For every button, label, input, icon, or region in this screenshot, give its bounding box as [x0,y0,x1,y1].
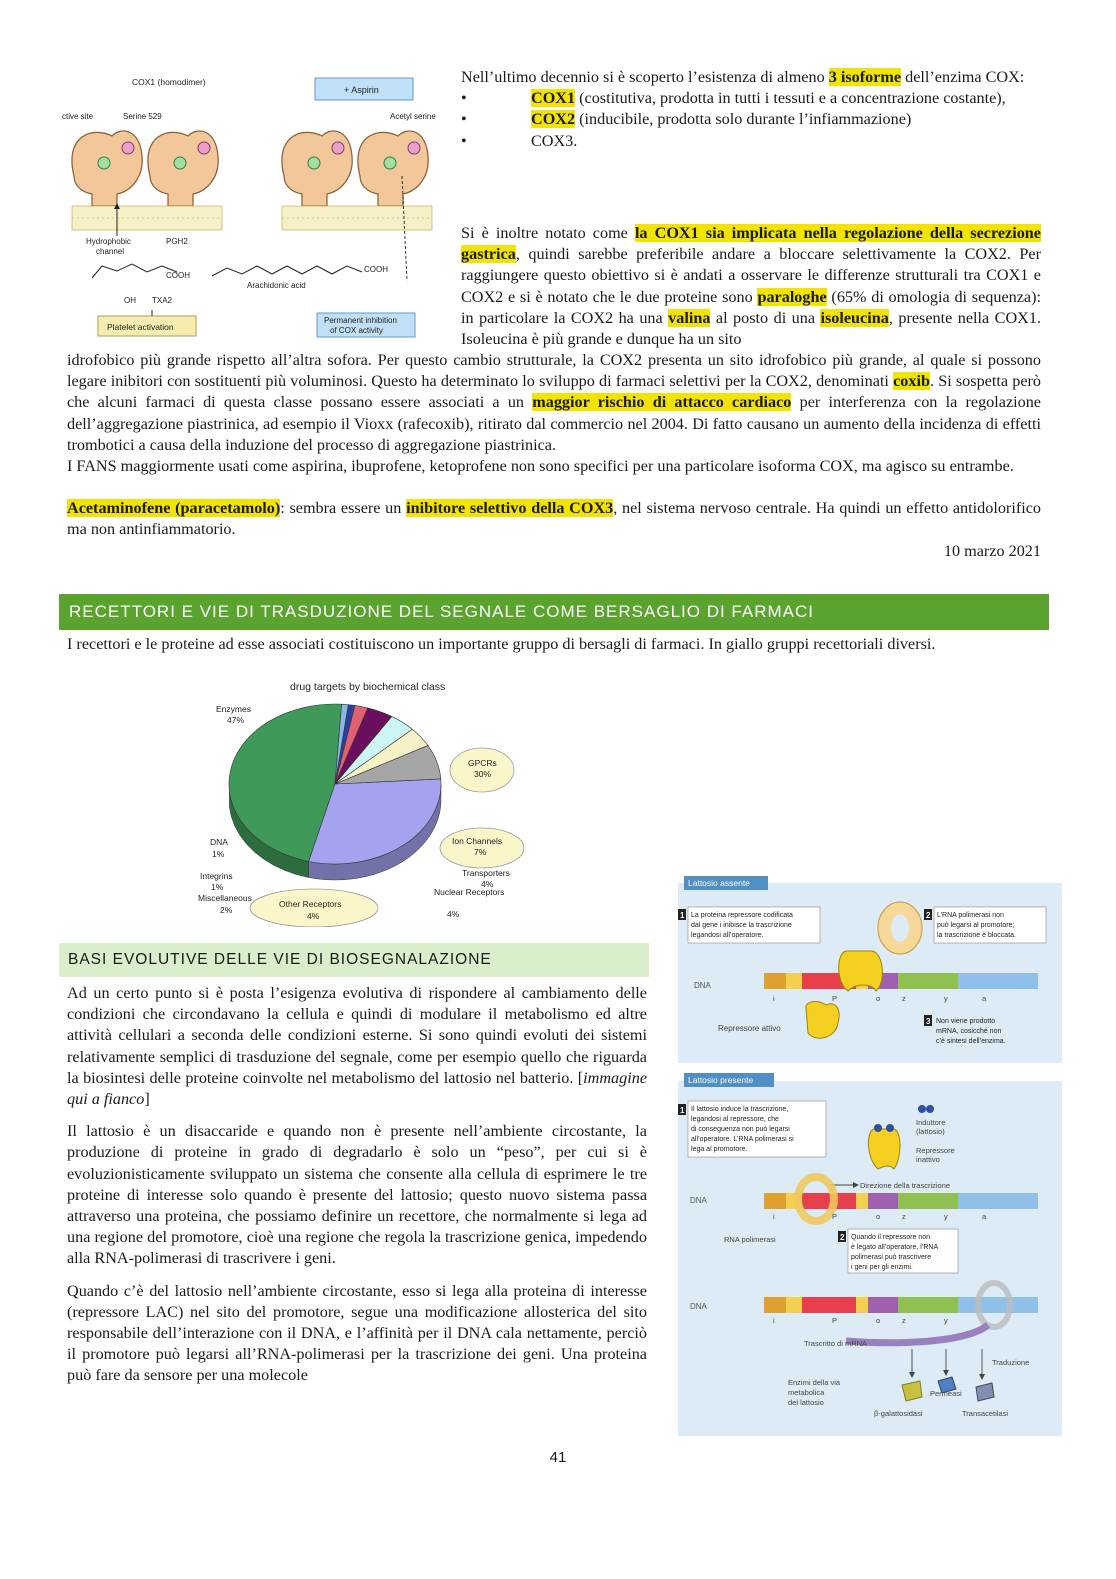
step-number: 2 [926,911,931,920]
serine-label: Serine 529 [123,112,162,121]
isoform-item-cox1: • COX1 (costitutiva, prodotta in tutti i tessuti e a concentrazione costante), [461,89,1006,108]
slice-label-other-receptors: Other Receptors [279,899,342,909]
dna-strand-present [764,1193,1038,1209]
inducer-bound [874,1124,882,1132]
box-line: di conseguenza non può legarsi [691,1126,790,1133]
gene-label: o [876,1212,881,1221]
text-run: idrofobico più grande rispetto all’altra sofora. Per questo cambio strutturale, la COX2 presenta un sito idrofobico più grande, al quale si possono legare inibitori con sostituenti più voluminosi. Questo ha determinato lo sviluppo di farmaci selettivi per la COX2, denominati [67,351,1041,391]
fans-para: I FANS maggiormente usati come aspirina, ibuprofene, ketoprofene non sono specifici per una particolare isoforma COX, ma agisco su entrambe. [67,457,1014,476]
box-line: Non viene prodotto [936,1018,996,1025]
active-repressor-label: Repressore attivo [718,1024,781,1033]
dna-label: DNA [690,1302,707,1311]
section1-intro [67,634,1047,655]
gene-label: z [902,1212,906,1221]
inactive-repressor-label: inattivo [916,1155,940,1164]
gene-label: y [944,1212,948,1221]
gene-label: i [773,1316,775,1325]
pgh2-label: PGH2 [166,237,188,246]
rna-polymerase-hole [891,914,909,942]
step-number: 1 [680,911,685,920]
box-line: mRNA, cosicché non [936,1028,1002,1035]
txa2-label: TXA2 [152,296,173,305]
active-site-label: ctive site [62,112,94,121]
text-run: , presente nella COX1. Isoleucina è più grande e dunque ha un sito [461,308,1041,349]
text-run: , nel sistema nervoso centrale. Ha quindi un effetto antidolorifico ma non antinfiammatorio. [67,499,1041,539]
cardiac-risk-highlight: maggior rischio di attacco cardiaco [532,393,792,412]
slice-label-transporters: Transporters [462,868,510,878]
gene-label: y [944,994,948,1003]
box-line: la trascrizione è bloccata. [937,932,1016,939]
box-line: legandosi all’operatore. [691,932,764,939]
box-line: può legarsi al promotore; [937,922,1015,929]
box-line: legandosi al repressore, che [691,1116,779,1123]
aspirin-label: + Aspirin [344,85,379,95]
section-intro-text: I recettori e le proteine ad esse associati costituiscono un importante gruppo di bersagli di farmaci. In giallo gruppi recettoriali diversi. [67,635,936,653]
inactive-repressor-label: Repressore [916,1146,955,1155]
gene-label: y [944,1316,948,1325]
isoform-desc: (costitutiva, prodotta in tutti i tessuti e a concentrazione costante), [575,89,1006,108]
oh-label: OH [124,296,136,305]
lac-operon-figure [676,873,1066,1436]
rna-pol-label: RNA polimerasi [724,1235,776,1244]
pie-top [229,704,441,864]
slice-pct-miscellaneous: 2% [220,905,233,915]
isoform-desc: (inducibile, prodotta solo durante l’infiammazione) [575,110,912,129]
section-title: BASI EVOLUTIVE DELLE VIE DI BIOSEGNALAZIONE [68,951,492,968]
slice-pct-transporters: 4% [481,879,494,889]
isoforms-intro-end: dell’enzima COX: [901,68,1025,86]
pie-chart-svg [190,672,550,927]
gene-label: i [773,994,775,1003]
evo-para [67,983,647,1110]
box-line: i geni per gli enzimi. [851,1264,913,1271]
box-line: c’è sintesi dell’enzima. [936,1038,1006,1045]
box-line: polimerasi può trascrivere [851,1254,932,1261]
repressor-bound [839,951,883,991]
cox-diagram [62,66,452,346]
gene-label: a [982,1212,987,1221]
gene-label: z [902,994,906,1003]
slice-label-miscellaneous: Miscellaneous [198,893,252,903]
gene-label: P [832,1212,838,1221]
inducer-shape [918,1105,926,1113]
mrna-label: Trascritto di mRNA [804,1339,868,1348]
section-title: RECETTORI E VIE DI TRASDUZIONE DEL SEGNALE COME BERSAGLIO DI FARMACI [69,602,814,621]
dna-strand-transcription [764,1297,1038,1313]
enzymes-label: metabolica [788,1388,825,1397]
page-number: 41 [549,1449,567,1466]
text-run: al posto di una [710,308,821,327]
step-number: 2 [840,1233,845,1242]
translation-label: Traduzione [992,1358,1030,1367]
isoleucina-highlight: isoleucina [820,308,889,327]
pgh2-structure [92,264,177,278]
direction-label: Direzione della trascrizione [860,1181,951,1190]
inducer-label: Induttore [916,1118,946,1127]
cox2-para-full [67,350,1041,562]
evolution-text [67,983,647,1387]
repressor-free [806,1002,839,1039]
cox-dimer-left [72,131,218,206]
date-label: 10 marzo 2021 [943,541,1041,560]
platelet-label: Platelet activation [107,322,174,332]
text-run: . Si sospetta però che alcuni farmaci di questa classe possano essere associati a un [67,372,1041,412]
homodimer-label: COX1 (homodimer) [132,77,206,87]
gene-label: i [773,1212,775,1221]
enzymes-label: del lattosio [788,1398,824,1407]
cox-dimer-right [282,131,428,206]
inducer-bound [886,1124,894,1132]
gene-label: o [876,1316,881,1325]
gene-label: P [832,994,838,1003]
box-line: L’RNA polimerasi non [937,912,1004,919]
box-line: all’operatore. L’RNA polimerasi si [691,1136,794,1143]
galactosidase-shape [902,1381,922,1401]
present-label: Lattosio presente [688,1075,754,1085]
enzymes-label: Enzimi della via [788,1378,841,1387]
slice-label-nuclear-receptors: Nuclear Receptors [434,887,505,897]
cooh2-label: COOH [364,265,388,274]
membrane-bilayer [72,206,432,230]
box-line: è legato all’operatore, l’RNA [851,1244,939,1251]
absent-label: Lattosio assente [688,878,750,888]
permanent-label-2: of COX activity [330,326,383,335]
permanent-label-1: Permanent inhibition [324,316,397,325]
coxib-highlight: coxib [893,372,930,391]
hydrophobic-label: Hydrophobic [86,237,131,246]
inducer-shape [926,1105,934,1113]
isoform-item-cox2: • COX2 (inducibile, prodotta solo durante l’infiammazione) [461,110,912,129]
section-header-evolution [59,943,649,977]
chart-title: drug targets by biochemical class [290,681,446,693]
text-run: : sembra essere un [280,499,407,518]
text-run: ] [144,1090,150,1109]
lactose-para: Il lattosio è un disaccaride e quando non è presente nell’ambiente circostante, la produzione di proteine in grado di degradarlo è solo un “peso”, per cui si è evoluzionisticamente sviluppato un sistema che consente alla cellula di esprimere le tre proteine di interesse solo quando è presente del lattosio; questo nuovo sistema passa attraverso una proteina, che possiamo definire un recettore, che normalmente si lega ad una regione del promotore, cioè una regione che regola la trascrizione genica, impedendo alla RNA-polimerasi di trascrivere i geni. [67,1122,647,1268]
slice-label-ion-channels: Ion Channels [452,836,503,846]
paraloghe-highlight: paraloghe [757,287,827,306]
dna-label: DNA [690,1196,707,1205]
repressor-inactive [868,1129,900,1169]
arachidonic-structure [212,266,362,276]
text-run: (65% di omologia di sequenza): in particolare la COX2 ha una [461,287,1041,327]
isoform-name: COX3. [531,131,578,150]
step-number: 3 [926,1017,931,1026]
gene-label: P [832,1316,838,1325]
slice-pct-ion-channels: 7% [474,847,487,857]
isoforms-block [461,67,1041,152]
cox2-para-top [461,223,1041,350]
dna-label: DNA [694,981,711,990]
isoforms-count: 3 isoforme [828,68,902,86]
galactosidase-label: β-galattosidasi [874,1409,923,1418]
gene-label: z [902,1316,906,1325]
section-header-receptors [59,594,1049,630]
text-run: per interferenza con la regolazione dell’aggregazione piastrinica, ad esempio il Vioxx (rafecoxib), ritirato dal commercio nel 2004. Di fatto causano un aumento della incidenza di effetti trombotici a causa della induzione del processo di aggregazione piastrinica. [67,393,1041,454]
isoform-name: COX2 [531,110,576,129]
box-line: lega al promotore. [691,1146,748,1153]
text-run: Ad un certo punto si è posta l’esigenza evolutiva di rispondere al cambiamento delle condizioni che circondavano la cellula e quindi di modulare il metabolismo ed altre attività cellulari a seconda delle condizioni esterne. Si sono quindi evoluti dei sistemi relativamente semplici di trasduzione del segnale, come per esempio quello che riguarda la biosintesi delle proteine coinvolte nel metabolismo del lattosio nel batterio. [ [67,984,647,1087]
pie-chart [190,672,550,927]
slice-label-integrins: Integrins [200,871,233,881]
isoform-name: COX1 [531,89,576,108]
box-line: La proteina repressore codificata [691,912,793,919]
slice-label-enzymes: Enzymes [216,704,251,714]
dna-strand-absent [764,973,1038,989]
slice-label-gpcrs: GPCRs [468,758,497,768]
isoforms-intro [461,67,1041,88]
slice-pct-other-receptors: 4% [307,911,320,921]
text-run: , quindi sarebbe preferibile andare a bloccare selettivamente la COX2. Per raggiungere questo obiettivo si è andati a osservare le differenze strutturali tra COX1 e COX2 e si è notato che le due proteine sono [461,245,1041,306]
box-line: Il lattosio induce la trascrizione, [691,1106,789,1113]
slice-label-dna: DNA [210,837,228,847]
isoforms-intro-text: Nell’ultimo decennio si è scoperto l’esistenza di almeno [461,68,829,86]
channel-label: channel [96,247,125,256]
acetyl-serine-label: Acetyl serine [390,112,436,121]
box-line: Quando il repressore non [851,1234,930,1241]
cox3-inhibitor-highlight: inibitore selettivo della COX3 [406,499,614,518]
step-number: 1 [680,1106,685,1115]
valina-highlight: valina [668,308,711,327]
arachidonic-label: Arachidonic acid [247,281,306,290]
inducer-label: (lattosio) [916,1127,945,1136]
cox-figure [62,66,452,346]
box-line: dal gene i inibisce la trascrizione [691,922,792,929]
isoform-item-cox3: • COX3. [461,131,578,150]
permease-label: Permeasi [930,1389,962,1398]
transacetylase-label: Transacetilasi [962,1409,1008,1418]
gene-label: a [982,994,987,1003]
slice-pct-enzymes: 47% [227,715,245,725]
gene-label: o [876,994,881,1003]
paracetamol-highlight: Acetaminofene (paracetamolo) [67,499,281,518]
slice-pct-dna: 1% [212,849,225,859]
slice-pct-nuclear-receptors: 4% [447,909,460,919]
cooh-label: COOH [166,271,190,280]
paracetamol-para [67,498,1041,540]
lactose-para-2: Quando c’è del lattosio nell’ambiente circostante, esso si lega alla proteina di interesse (repressore LAC) nel sito del promotore, segue una modificazione allosterica del sito responsabile dell’interazione con il DNA, e l’affinità per il DNA cala nettamente, perciò il promotore può legarsi all’RNA-polimerasi per la trascrizione dei geni. Una proteina può fare da sensore per una molecole [67,1281,647,1385]
text-run: Si è inoltre notato come [461,224,635,242]
image-ref: immagine qui a fianco [67,1068,647,1109]
cox1-gastric-highlight: la COX1 sia implicata nella regolazione della secrezione gastrica [461,224,1041,264]
slice-pct-integrins: 1% [211,882,224,892]
lac-operon-svg [676,873,1066,1436]
slice-pct-gpcrs: 30% [474,769,492,779]
